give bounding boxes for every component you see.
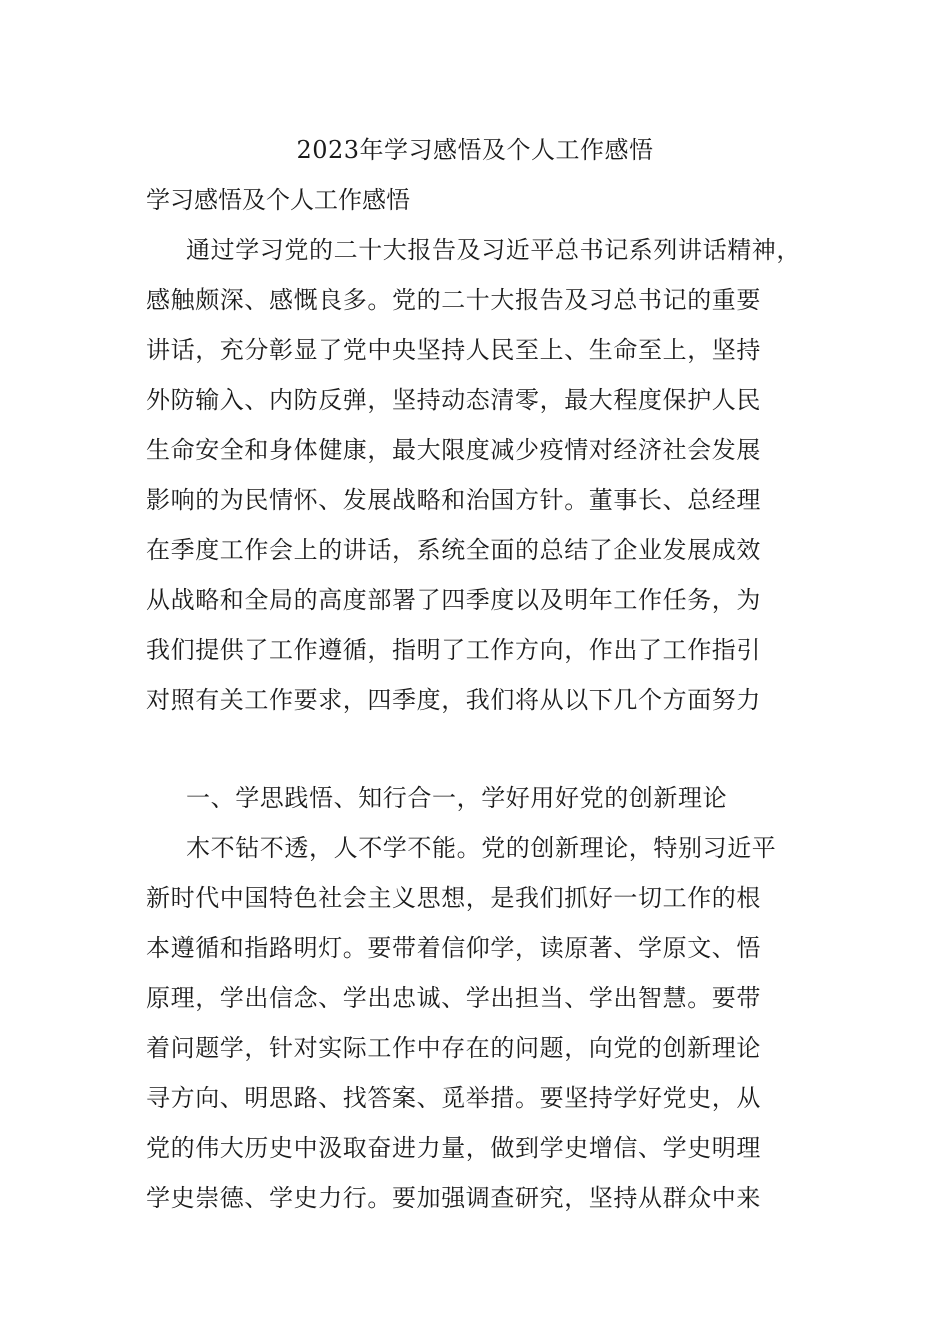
section-heading: 一、学思践悟、知行合一，学好用好党的创新理论 [186,784,728,812]
paragraph-line: 党的伟大历史中汲取奋进力量，做到学史增信、学史明理 [146,1134,761,1162]
paragraph-line: 我们提供了工作遵循，指明了工作方向，作出了工作指引 [146,636,761,664]
paragraph-line: 新时代中国特色社会主义思想，是我们抓好一切工作的根 [146,884,761,912]
paragraph-line: 着问题学，针对实际工作中存在的问题，向党的创新理论 [146,1034,761,1062]
paragraph-line: 原理，学出信念、学出忠诚、学出担当、学出智慧。要带 [146,984,761,1012]
paragraph-line: 学史崇德、学史力行。要加强调查研究，坚持从群众中来 [146,1184,761,1212]
paragraph-line: 本遵循和指路明灯。要带着信仰学，读原著、学原文、悟 [146,934,761,962]
paragraph-line: 通过学习党的二十大报告及习近平总书记系列讲话精神， [186,236,801,264]
paragraph-line: 影响的为民情怀、发展战略和治国方针。董事长、总经理 [146,486,761,514]
paragraph-line: 感触颇深、感慨良多。党的二十大报告及习总书记的重要 [146,286,761,314]
paragraph-line: 寻方向、明思路、找答案、觅举措。要坚持学好党史，从 [146,1084,761,1112]
paragraph-line: 讲话，充分彰显了党中央坚持人民至上、生命至上，坚持 [146,336,761,364]
paragraph-line: 在季度工作会上的讲话，系统全面的总结了企业发展成效 [146,536,761,564]
paragraph-line: 从战略和全局的高度部署了四季度以及明年工作任务，为 [146,586,761,614]
paragraph-line: 木不钻不透，人不学不能。党的创新理论，特别习近平 [186,834,777,862]
paragraph-line: 外防输入、内防反弹，坚持动态清零，最大程度保护人民 [146,386,761,414]
paragraph-line: 生命安全和身体健康，最大限度减少疫情对经济社会发展 [146,436,761,464]
document-title: 2023年学习感悟及个人工作感悟 [296,136,654,164]
paragraph-line: 对照有关工作要求，四季度，我们将从以下几个方面努力 [146,686,761,714]
document-subtitle: 学习感悟及个人工作感悟 [146,186,410,214]
